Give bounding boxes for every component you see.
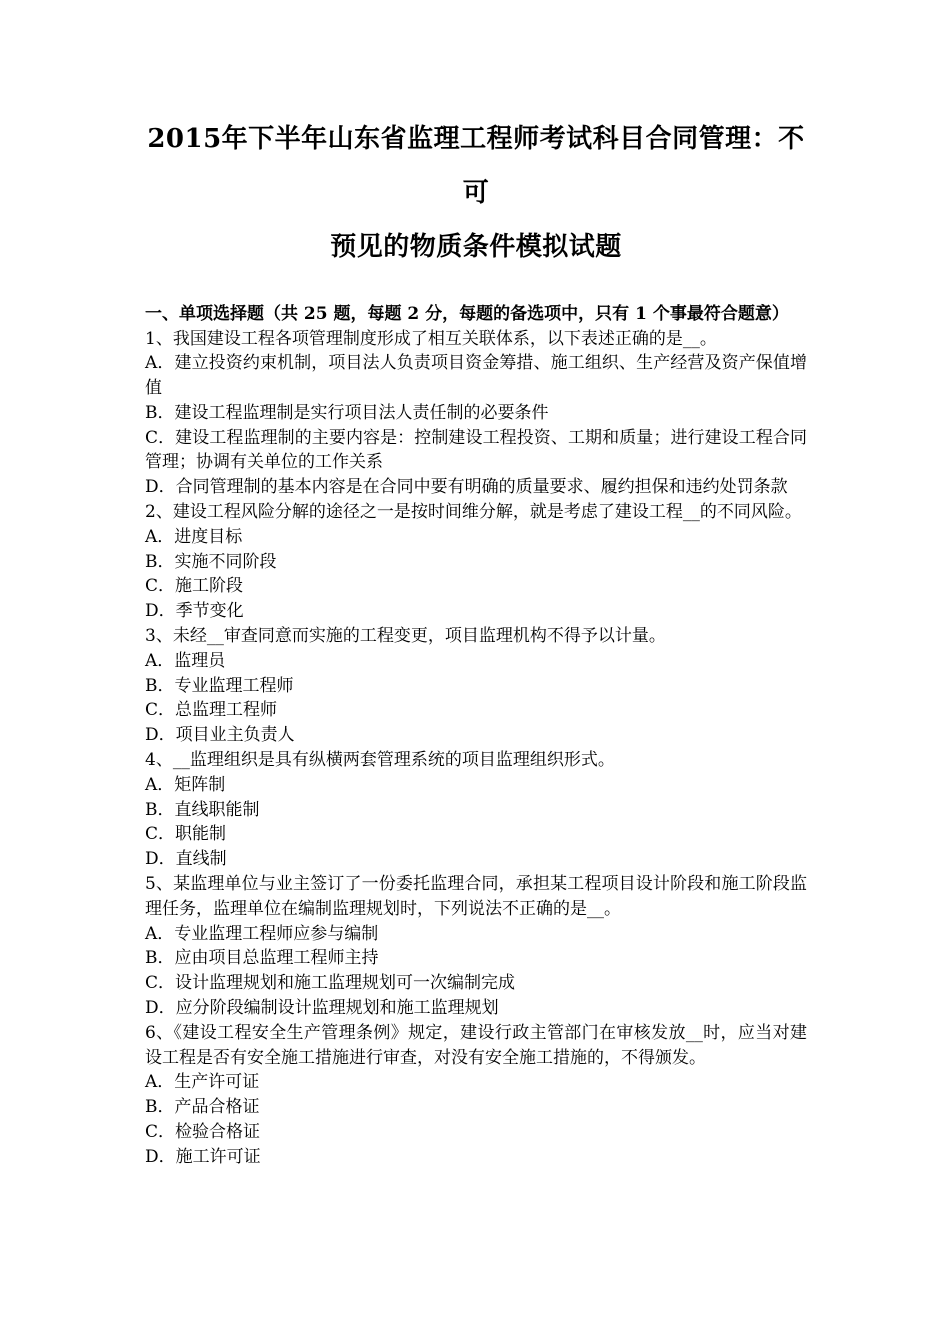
option-b: B．产品合格证 [145,1097,260,1118]
question-stem: 1、我国建设工程各项管理制度形成了相互关联体系，以下表述正确的是__。 [145,328,717,349]
question-list [145,327,807,1170]
question-5 [145,872,807,1021]
section-heading: 一、单项选择题（共 25 题，每题 2 分，每题的备选项中，只有 1 个事最符合题意） [145,304,789,324]
question-stem: 5、某监理单位与业主签订了一份委托监理合同，承担某工程项目设计阶段和施工阶段监理任务，监理单位在编制监理规划时，下列说法不正确的是__。 [145,874,807,919]
option-a: A．专业监理工程师应参与编制 [145,923,379,944]
title-line-2: 预见的物质条件模拟试题 [330,232,622,262]
title-line-1: 2015年下半年山东省监理工程师考试科目合同管理：不可 [147,124,805,208]
question-stem: 3、未经__审查同意而实施的工程变更，项目监理机构不得予以计量。 [145,626,666,647]
option-b: B．直线职能制 [145,799,260,820]
option-c: C．检验合格证 [145,1122,261,1142]
option-b: B．实施不同阶段 [145,551,277,572]
option-d: D．施工许可证 [145,1146,261,1167]
option-a: A．生产许可证 [145,1072,260,1093]
question-3 [145,624,807,748]
question-6 [145,1021,807,1170]
option-c: C．施工阶段 [145,576,244,597]
option-c: C．建设工程监理制的主要内容是：控制建设工程投资、工期和质量；进行建设工程合同管理；协调有关单位的工作关系 [145,427,807,473]
option-a: A．进度目标 [145,526,243,547]
option-d: D．项目业主负责人 [145,725,295,746]
option-c: C．设计监理规划和施工监理规划可一次编制完成 [145,973,516,994]
option-c: C．总监理工程师 [145,700,278,721]
option-a: A．建立投资约束机制，项目法人负责项目资金筹措、施工组织、生产经营及资产保值增值 [145,353,807,399]
option-a: A．监理员 [145,650,226,671]
option-d: D．直线制 [145,849,227,870]
option-b: B．建设工程监理制是实行项目法人责任制的必要条件 [145,402,549,423]
option-c: C．职能制 [145,824,227,845]
option-b: B．应由项目总监理工程师主持 [145,948,379,969]
question-1 [145,327,807,501]
option-d: D．季节变化 [145,601,244,622]
question-2 [145,500,807,624]
option-d: D．合同管理制的基本内容是在合同中要有明确的质量要求、履约担保和违约处罚条款 [145,477,788,498]
document-title [145,112,807,274]
option-d: D．应分阶段编制设计监理规划和施工监理规划 [145,998,499,1019]
option-b: B．专业监理工程师 [145,675,294,696]
question-stem: 6、《建设工程安全生产管理条例》规定，建设行政主管部门在审核发放__时，应当对建设工程是否有安全施工措施进行审查，对没有安全施工措施的，不得颁发。 [145,1022,807,1068]
option-a: A．矩阵制 [145,774,226,795]
question-stem: 2、建设工程风险分解的途径之一是按时间维分解，就是考虑了建设工程__的不同风险。 [145,502,802,523]
question-stem: 4、__监理组织是具有纵横两套管理系统的项目监理组织形式。 [145,750,615,771]
question-4 [145,748,807,872]
